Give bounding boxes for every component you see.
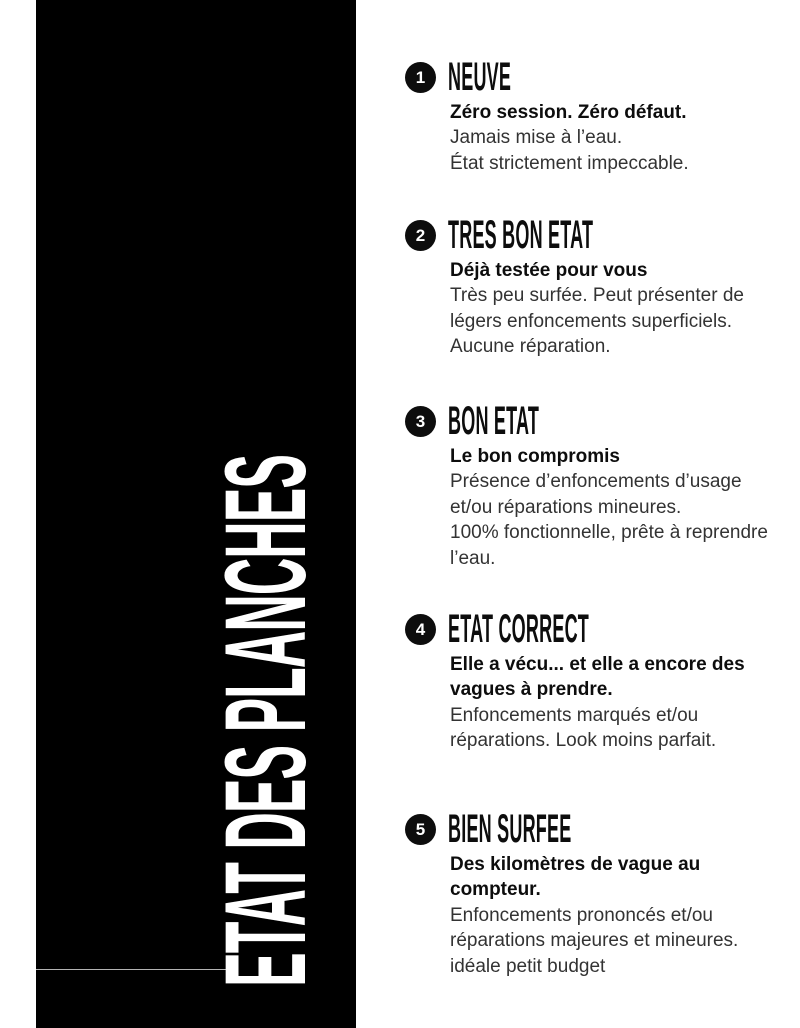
number-badge — [405, 220, 436, 251]
section-title-text: BIEN SURFEE — [448, 807, 572, 851]
section-body-line: réparations majeures et mineures. — [450, 930, 739, 952]
section-subtitle-line: Des kilomètres de vague au — [450, 854, 701, 875]
section-text — [450, 258, 744, 360]
number-badge — [405, 62, 436, 93]
badge-number: 5 — [415, 819, 426, 839]
section-body-line: idéale petit budget — [450, 955, 606, 977]
section-title-text: ETAT CORRECT — [448, 607, 590, 651]
section-title-text: NEUVE — [448, 55, 512, 99]
section-body-line: Jamais mise à l’eau. — [450, 127, 623, 149]
number-badge — [405, 614, 436, 645]
section-body-line: et/ou réparations mineures. — [450, 496, 682, 518]
section-body-line: Aucune réparation. — [450, 336, 611, 358]
number-badge — [405, 814, 436, 845]
section-title — [448, 608, 761, 650]
section-body-line: 100% fonctionnelle, prête à reprendre — [450, 522, 768, 544]
section-body-line: Enfoncements prononcés et/ou — [450, 904, 714, 926]
section-subtitle-line: Zéro session. Zéro défaut. — [450, 102, 687, 123]
vertical-title — [201, 441, 330, 1001]
side-banner — [36, 0, 356, 1028]
section-subtitle-line: Déjà testée pour vous — [450, 260, 648, 281]
section-body-line: Très peu surfée. Peut présenter de — [450, 285, 744, 307]
section-title — [448, 400, 651, 442]
vertical-title-text: ETAT DES PLANCHES — [201, 455, 330, 987]
section-body-line: réparations. Look moins parfait. — [450, 730, 717, 752]
badge-number: 4 — [415, 619, 426, 639]
section-title — [448, 56, 588, 98]
section-text — [450, 652, 745, 754]
badge-number: 1 — [415, 67, 426, 87]
section-text — [450, 444, 768, 571]
section-title — [448, 808, 722, 850]
section-body-line: l’eau. — [450, 547, 496, 569]
section-body-line: Enfoncements marqués et/ou — [450, 704, 699, 726]
section-subtitle-line: compteur. — [450, 879, 541, 901]
section-subtitle-line: vagues à prendre. — [450, 679, 613, 701]
section-body-line: État strictement impeccable. — [450, 152, 689, 174]
section-subtitle-line: Elle a vécu... et elle a encore des — [450, 654, 745, 675]
section-title — [448, 214, 771, 256]
section-text — [450, 852, 738, 979]
section-body-line: légers enfoncements superficiels. — [450, 310, 732, 332]
section-body-line: Présence d’enfoncements d’usage — [450, 471, 742, 493]
badge-number: 2 — [415, 225, 426, 245]
badge-number: 3 — [415, 411, 426, 431]
divider-line — [36, 969, 228, 970]
number-badge — [405, 406, 436, 437]
section-subtitle-line: Le bon compromis — [450, 446, 620, 467]
section-text — [450, 100, 689, 176]
section-title-text: TRES BON ETAT — [448, 213, 594, 257]
conditions-list — [405, 0, 800, 1028]
section-title-text: BON ETAT — [448, 399, 540, 443]
